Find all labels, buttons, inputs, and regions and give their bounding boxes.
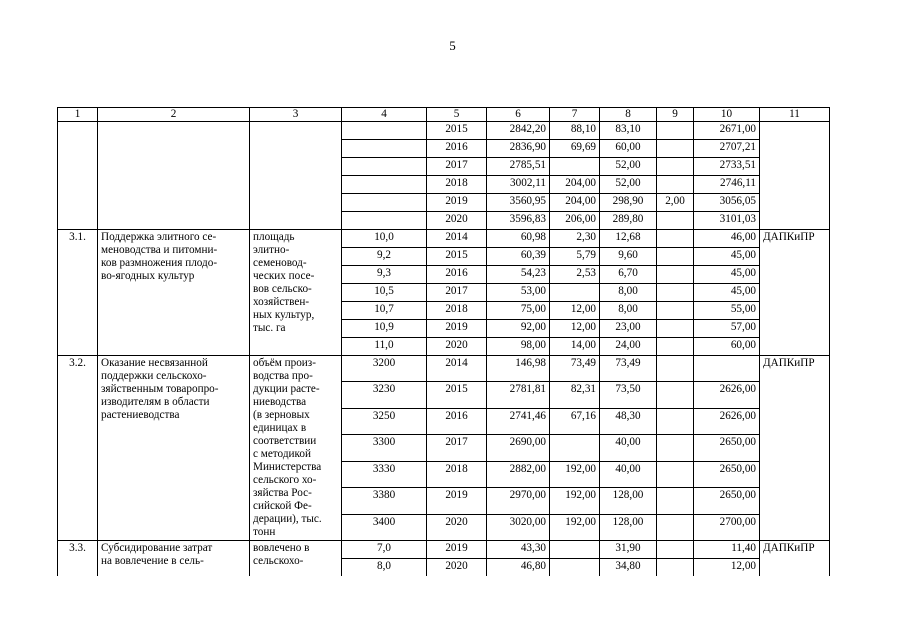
extra-budget-cell: 3056,05 (694, 194, 760, 212)
item-number: 3.1. (58, 230, 98, 356)
header-cell-5: 5 (427, 108, 487, 122)
fed-budget-cell: 88,10 (550, 122, 600, 140)
indicator-value (342, 194, 427, 212)
fed-budget-cell (550, 158, 600, 176)
header-cell-8: 8 (600, 108, 657, 122)
reg-budget-cell: 23,00 (600, 320, 657, 338)
total-cell: 3002,11 (487, 176, 550, 194)
total-cell: 53,00 (487, 284, 550, 302)
indicator-value: 3250 (342, 408, 427, 434)
page-number: 5 (449, 38, 456, 53)
reg-budget-cell: 8,00 (600, 302, 657, 320)
fed-budget-cell (550, 541, 600, 559)
year-cell: 2017 (427, 435, 487, 461)
indicator-value: 10,5 (342, 284, 427, 302)
reg-budget-cell: 9,60 (600, 248, 657, 266)
indicator-value: 3300 (342, 435, 427, 461)
indicator-value (342, 158, 427, 176)
indicator-value: 3400 (342, 514, 427, 540)
extra-budget-cell: 45,00 (694, 284, 760, 302)
total-cell: 3560,95 (487, 194, 550, 212)
reg-budget-cell: 40,00 (600, 435, 657, 461)
item-number: 3.2. (58, 356, 98, 541)
total-cell: 3020,00 (487, 514, 550, 540)
year-cell: 2020 (427, 559, 487, 577)
reg-budget-cell: 128,00 (600, 488, 657, 514)
extra-budget-cell: 57,00 (694, 320, 760, 338)
indicator-value (342, 122, 427, 140)
indicator-value: 3230 (342, 382, 427, 408)
fed-budget-cell: 14,00 (550, 338, 600, 356)
indicator-value: 8,0 (342, 559, 427, 577)
data-table (57, 107, 830, 576)
table-row (58, 122, 830, 140)
header-cell-6: 6 (487, 108, 550, 122)
indicator-value: 3200 (342, 356, 427, 382)
responsible-org: ДАПКиПР (760, 230, 830, 356)
local-budget-cell (657, 230, 694, 248)
year-cell: 2020 (427, 212, 487, 230)
local-budget-cell (657, 541, 694, 559)
local-budget-cell (657, 488, 694, 514)
reg-budget-cell: 48,30 (600, 408, 657, 434)
fed-budget-cell: 5,79 (550, 248, 600, 266)
reg-budget-cell: 73,49 (600, 356, 657, 382)
total-cell: 60,98 (487, 230, 550, 248)
year-cell: 2016 (427, 408, 487, 434)
year-cell: 2014 (427, 356, 487, 382)
fed-budget-cell: 73,49 (550, 356, 600, 382)
year-cell: 2020 (427, 514, 487, 540)
local-budget-cell (657, 122, 694, 140)
total-cell: 2781,81 (487, 382, 550, 408)
header-cell-10: 10 (694, 108, 760, 122)
reg-budget-cell: 12,68 (600, 230, 657, 248)
table-row (58, 541, 830, 559)
local-budget-cell (657, 435, 694, 461)
header-row (58, 108, 830, 122)
extra-budget-cell (694, 356, 760, 382)
header-cell-7: 7 (550, 108, 600, 122)
local-budget-cell (657, 176, 694, 194)
extra-budget-cell: 12,00 (694, 559, 760, 577)
header-cell-3: 3 (250, 108, 342, 122)
reg-budget-cell: 6,70 (600, 266, 657, 284)
fed-budget-cell: 67,16 (550, 408, 600, 434)
local-budget-cell (657, 320, 694, 338)
fed-budget-cell: 192,00 (550, 514, 600, 540)
reg-budget-cell: 298,90 (600, 194, 657, 212)
year-cell: 2020 (427, 338, 487, 356)
year-cell: 2017 (427, 284, 487, 302)
local-budget-cell (657, 382, 694, 408)
reg-budget-cell: 52,00 (600, 158, 657, 176)
item-indicator: объём произ- водства про- дукции расте- ниеводства (в зерновых единицах в соответствии с методикой Министерства сельского хо- зяйства Рос- сийской Фе- дерации), тыс. тонн (250, 356, 342, 541)
local-budget-cell (657, 158, 694, 176)
local-budget-cell (657, 514, 694, 540)
indicator-value: 9,2 (342, 248, 427, 266)
local-budget-cell (657, 284, 694, 302)
indicator-value: 10,9 (342, 320, 427, 338)
reg-budget-cell: 73,50 (600, 382, 657, 408)
year-cell: 2017 (427, 158, 487, 176)
fed-budget-cell: 12,00 (550, 320, 600, 338)
fed-budget-cell: 206,00 (550, 212, 600, 230)
header-cell-1: 1 (58, 108, 98, 122)
fed-budget-cell: 192,00 (550, 461, 600, 487)
item-number: 3.3. (58, 541, 98, 577)
item-number (58, 122, 98, 230)
indicator-value: 10,0 (342, 230, 427, 248)
item-name: Поддержка элитного се- меноводства и питомни- ков размножения плодо- во-ягодных культур (98, 230, 250, 356)
table-row (58, 230, 830, 248)
header-cell-9: 9 (657, 108, 694, 122)
extra-budget-cell: 2733,51 (694, 158, 760, 176)
indicator-value: 11,0 (342, 338, 427, 356)
extra-budget-cell: 2650,00 (694, 488, 760, 514)
item-indicator (250, 122, 342, 230)
indicator-value (342, 212, 427, 230)
fed-budget-cell (550, 435, 600, 461)
fed-budget-cell: 2,30 (550, 230, 600, 248)
total-cell: 2970,00 (487, 488, 550, 514)
reg-budget-cell: 40,00 (600, 461, 657, 487)
indicator-value (342, 140, 427, 158)
year-cell: 2018 (427, 302, 487, 320)
year-cell: 2019 (427, 320, 487, 338)
reg-budget-cell: 289,80 (600, 212, 657, 230)
fed-budget-cell: 204,00 (550, 194, 600, 212)
reg-budget-cell: 83,10 (600, 122, 657, 140)
reg-budget-cell: 34,80 (600, 559, 657, 577)
reg-budget-cell: 128,00 (600, 514, 657, 540)
extra-budget-cell: 2650,00 (694, 435, 760, 461)
year-cell: 2015 (427, 248, 487, 266)
total-cell: 2690,00 (487, 435, 550, 461)
header-cell-11: 11 (760, 108, 830, 122)
indicator-value: 7,0 (342, 541, 427, 559)
item-indicator: площадь элитно- семеновод- ческих посе- вов сельско- хозяйствен- ных культур, тыс. га (250, 230, 342, 356)
extra-budget-cell: 2650,00 (694, 461, 760, 487)
total-cell: 92,00 (487, 320, 550, 338)
extra-budget-cell: 45,00 (694, 266, 760, 284)
responsible-org: ДАПКиПР (760, 541, 830, 577)
year-cell: 2018 (427, 461, 487, 487)
indicator-value: 3380 (342, 488, 427, 514)
total-cell: 54,23 (487, 266, 550, 284)
extra-budget-cell: 2626,00 (694, 408, 760, 434)
extra-budget-cell: 46,00 (694, 230, 760, 248)
total-cell: 2882,00 (487, 461, 550, 487)
year-cell: 2014 (427, 230, 487, 248)
local-budget-cell (657, 338, 694, 356)
item-name: Оказание несвязанной поддержки сельскохо- зяйственным товаропро- изводителям в области растениеводства (98, 356, 250, 541)
local-budget-cell (657, 356, 694, 382)
header-cell-2: 2 (98, 108, 250, 122)
local-budget-cell (657, 140, 694, 158)
total-cell: 60,39 (487, 248, 550, 266)
year-cell: 2019 (427, 488, 487, 514)
fed-budget-cell: 204,00 (550, 176, 600, 194)
fed-budget-cell: 69,69 (550, 140, 600, 158)
local-budget-cell (657, 559, 694, 577)
year-cell: 2019 (427, 541, 487, 559)
local-budget-cell (657, 266, 694, 284)
reg-budget-cell: 52,00 (600, 176, 657, 194)
total-cell: 146,98 (487, 356, 550, 382)
extra-budget-cell: 2746,11 (694, 176, 760, 194)
extra-budget-cell: 3101,03 (694, 212, 760, 230)
table-row (58, 356, 830, 382)
fed-budget-cell: 192,00 (550, 488, 600, 514)
total-cell: 2785,51 (487, 158, 550, 176)
reg-budget-cell: 24,00 (600, 338, 657, 356)
year-cell: 2015 (427, 122, 487, 140)
year-cell: 2016 (427, 266, 487, 284)
local-budget-cell (657, 408, 694, 434)
year-cell: 2018 (427, 176, 487, 194)
extra-budget-cell: 11,40 (694, 541, 760, 559)
indicator-value: 3330 (342, 461, 427, 487)
item-name (98, 122, 250, 230)
indicator-value: 9,3 (342, 266, 427, 284)
year-cell: 2019 (427, 194, 487, 212)
local-budget-cell (657, 302, 694, 320)
responsible-org: ДАПКиПР (760, 356, 830, 541)
indicator-value: 10,7 (342, 302, 427, 320)
total-cell: 2836,90 (487, 140, 550, 158)
local-budget-cell: 2,00 (657, 194, 694, 212)
indicator-value (342, 176, 427, 194)
year-cell: 2015 (427, 382, 487, 408)
reg-budget-cell: 31,90 (600, 541, 657, 559)
total-cell: 3596,83 (487, 212, 550, 230)
fed-budget-cell (550, 284, 600, 302)
reg-budget-cell: 8,00 (600, 284, 657, 302)
fed-budget-cell (550, 559, 600, 577)
extra-budget-cell: 60,00 (694, 338, 760, 356)
extra-budget-cell: 2626,00 (694, 382, 760, 408)
year-cell: 2016 (427, 140, 487, 158)
local-budget-cell (657, 461, 694, 487)
extra-budget-cell: 2707,21 (694, 140, 760, 158)
header-cell-4: 4 (342, 108, 427, 122)
total-cell: 43,30 (487, 541, 550, 559)
reg-budget-cell: 60,00 (600, 140, 657, 158)
total-cell: 2842,20 (487, 122, 550, 140)
item-name: Субсидирование затрат на вовлечение в сель- (98, 541, 250, 577)
extra-budget-cell: 2671,00 (694, 122, 760, 140)
extra-budget-cell: 55,00 (694, 302, 760, 320)
fed-budget-cell: 82,31 (550, 382, 600, 408)
item-indicator: вовлечено в сельскохо- (250, 541, 342, 577)
total-cell: 98,00 (487, 338, 550, 356)
responsible-org (760, 122, 830, 230)
local-budget-cell (657, 212, 694, 230)
extra-budget-cell: 2700,00 (694, 514, 760, 540)
total-cell: 75,00 (487, 302, 550, 320)
extra-budget-cell: 45,00 (694, 248, 760, 266)
local-budget-cell (657, 248, 694, 266)
total-cell: 46,80 (487, 559, 550, 577)
fed-budget-cell: 12,00 (550, 302, 600, 320)
total-cell: 2741,46 (487, 408, 550, 434)
fed-budget-cell: 2,53 (550, 266, 600, 284)
